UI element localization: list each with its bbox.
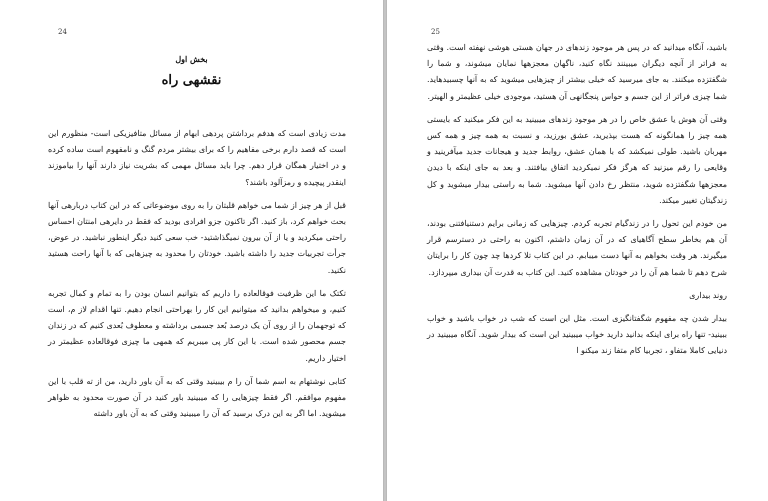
- page-number: 24: [58, 28, 67, 36]
- subheading: روند بیداری: [689, 290, 727, 300]
- paragraph: کتابی نوشتهام به اسم شما آن را م بیبینید وقتی که به آن باور دارید، من از ته قلب با این مفهوم موافقم. اگر فقط چیزهایی را که میبینید باور کنید در آن صورت محدود به ظواهر میشوید. اما اگر به این درک برسید که آن را میبینید وقتی که به آن باور داشته: [48, 376, 346, 419]
- paragraph: قبل از هر چیز از شما می خواهم قلبتان را به روی موضوعاتی که در این کتاب دربارهی آنها بحث خواهم کرد، باز کنید. اگر تاکنون جزو افرادی بودید که فقط در دایرهی امنتان احساس راحتی میکردید و یا از آن بیرون نمیگذاشتید- خب سعی کنید دیگر اینطور نباشید. در عوض، جرأت تجربیات جدید را داشته باشید. خودتان را محدود به چیزهایی که با آنها راحت هستید نکنید.: [48, 200, 346, 275]
- chapter-title: نقشهی راه: [161, 73, 222, 88]
- paragraph: تکتک ما این ظرفیت فوقالعاده را داریم که بتوانیم انسان بودن را به تمام و کمال تجربه کنیم، و میخواهم بدانید که میتوانیم این کار را بهراحتی انجام دهیم. تنها اقدام لاز م، است که توجهمان را از روی آن یک درصد بُعد جسمی برداشته و معطوف بُعدی کنیم که در زندان جسم محصور شده است. با این کار پی میبریم که همهی ما چیزی فوقالعاده عظیمتر در اختیار داریم.: [48, 288, 346, 363]
- page-number: 25: [431, 28, 440, 36]
- paragraph: وقتی آن هوش یا عشق خاص را در هر موجود زندهای میبینید به این فکر میکنید که بایستی همه چیز را همانگونه که هست بپذیرید، عشق بورزید، و نسبت به همه چیز و همه کس مهربان باشید. طولی نمیکشد که با همان عشق، روابط جدید و هیجانات جدید میآفرینید و وقایعی را رقم میزنید که هرگز فکر نمیکردید اتفاق بیافتند. و بعد به جای اینکه با دیدن معجزهها شگفتزده شوید، منتظر رخ دادن آنها میشوید. شما به راستی بیدار میشوید و کل زندگیتان تغییر میکند.: [427, 114, 727, 205]
- right-page: [386, 0, 768, 501]
- paragraph: بیدار شدن چه مفهوم شگفتانگیزی است. مثل این است که شب در خواب باشید و خواب ببینید- تنها راه برای اینکه بدانید دارید خواب میبینید این است که بیدار شوید. آنگاه میبینید در دنیایی کاملا متفاو ، تجربیا کام متفا زند میکنو ا: [427, 314, 727, 356]
- left-body-text: [48, 126, 346, 429]
- right-body-text: [427, 40, 727, 367]
- paragraph: باشید، آنگاه میدانید که در پس هر موجود زندهای در جهان هستی هوشی نهفته است. وقتی به فراتر از آنچه دیگران میبینند نگاه کنید، ناگهان معجزهها نمایان میشوند، و شما را شگفتزده میکنند. به جای میرسید که خیلی بیشتر از چیزهایی میشوید که به آنها چسبیدهاید. شما چیزی فراتر از این جسم و حواس پنجگانهی آن هستید، موجودی خیلی عظیمتر و الهیتر.: [427, 43, 727, 101]
- section-heading: بخش اول: [175, 54, 208, 64]
- paragraph: مدت زیادی است که هدفم برداشتن پردهی ابهام از مسائل متافیزیکی است- منظورم این است که قصد دارم برخی مفاهیم را که برای بیشتر مردم گنگ و نامفهوم است ساده کرده و در اختیار همگان قرار دهم. چرا باید مسائل مهمی که بشریت نیاز دارند آنها را بیاموزند اینقدر پیچیده و رمزآلود باشند؟: [48, 129, 346, 187]
- paragraph: من خودم این تحول را در زندگیام تجربه کردم. چیزهایی که زمانی برایم دستنیافتنی بودند، آن هم بخاطر سطح آگاهیای که در آن زمان داشتم، اکنون به راحتی در دسترسم قرار میگیرند. هر وقت بخواهم به آنها دست میبابم. در این کتاب تلا کردها چد چون کار را برایتان شرح دهم تا شما هم آن را در خودتان مشاهده کنید. این کتاب به قدرت آن بیداری میپردازد.: [427, 219, 727, 277]
